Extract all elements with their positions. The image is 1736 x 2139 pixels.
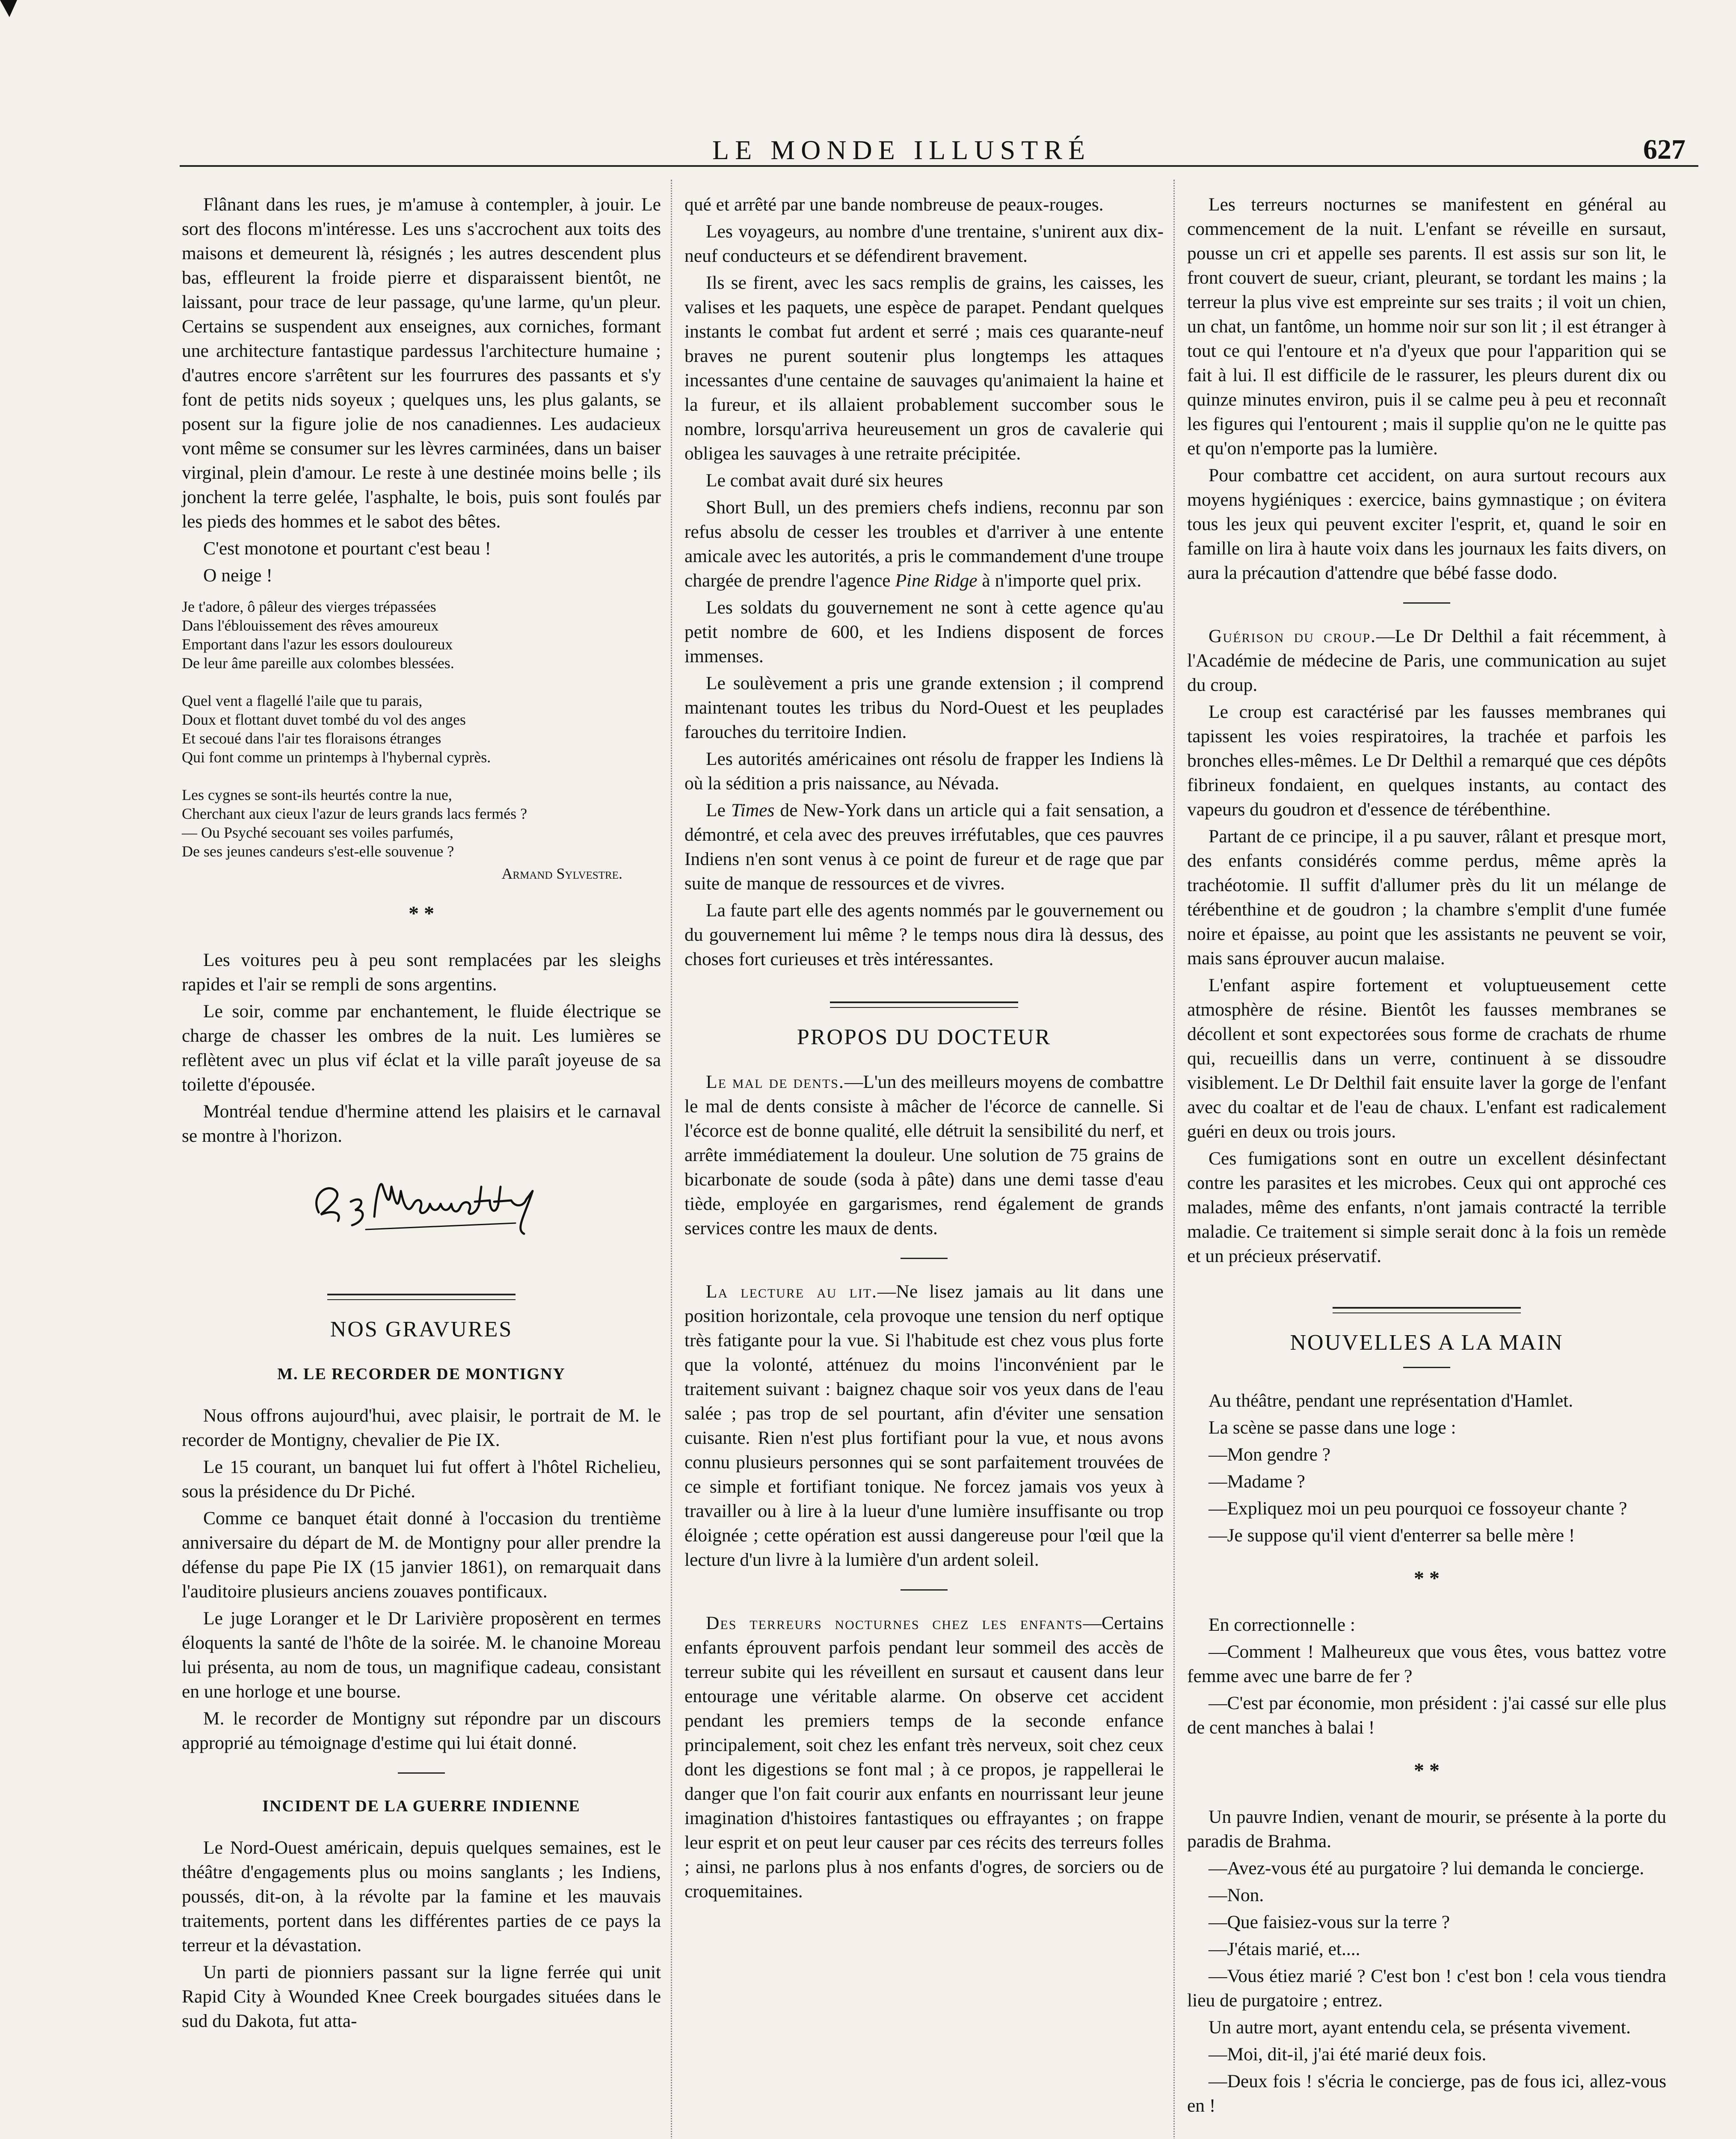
section-rule [1403,602,1450,604]
article-paragraph: Le combat avait duré six heures [706,470,943,491]
section-rule [398,1772,445,1774]
article-paragraph: Pour combattre cet accident, on aura surtout recours aux moyens hygiéniques : exercice, bains gymnastique ; on évitera tous les jeux qui peuvent exciter l'esprit, et, quand le soir en famille on lira à haute voix dans les journaux les faits divers, on aura la précaution d'attendre que bébé fasse dodo. [1187,465,1666,583]
poem-stanza [182,597,661,673]
poem-line: Dans l'éblouissement des rêves amoureux [182,617,439,634]
poem [182,597,661,883]
article-paragraph: L'enfant aspire fortement et voluptueusement cette atmosphère de résine. Bientôt les fausses membranes se décollent et sont expectorées sous forme de crachats de rhume qui, recueillis dans un verre, continuent à se dissoudre visiblement. Le Dr Delthil fait ensuite laver la gorge de l'enfant avec du coaltar et de l'eau de chaux. L'enfant est radicalement guéri en deux ou trois jours. [1187,975,1666,1142]
dialogue-line: —Expliquez moi un peu pourquoi ce fossoyeur chante ? [1209,1498,1627,1519]
dialogue-line: —Je suppose qu'il vient d'enterrer sa belle mère ! [1209,1525,1575,1546]
text-run: —Le Dr Delthil a fait récemment, à l'Académie de médecine de Paris, une communication au sujet du croup. [1187,626,1666,695]
article-paragraph: Les soldats du gouvernement ne sont à cette agence qu'au petit nombre de 600, et les Indiens disposent de forces immenses. [684,597,1164,667]
article-paragraph: Au théâtre, pendant une représentation d'Hamlet. [1209,1390,1573,1411]
section-rule [830,1001,1018,1008]
section-rule [901,1258,948,1259]
text-run: —Ne lisez jamais au lit dans une position horizontale, cela provoque une tension du nerf optique très fatigante pour la vue. Si l'habitude est chez vous plus forte que la volonté, atténuez du moins l'inconvénient par le traitement suivant : baignez chaque soir vos yeux dans de l'eau salée ; pas trop de sel pourtant, afin d'éviter une sensation cuisante. Rien n'est plus fortifiant pour la vue, et nous avons connu plusieurs personnes qui se sont parfaitement trouvées de ce simple et fortifiant tonique. Ne forcez jamais vos yeux à travailler ou à lire à la lueur d'une lumière insuffisante ou trop éloignée ; cette opération est aussi dangereuse pour l'œil que la lecture d'un livre à la lumière d'un ardent soleil. [684,1281,1164,1570]
dialogue-line: —Avez-vous été au purgatoire ? lui demanda le concierge. [1209,1858,1644,1878]
newspaper-title: LE MONDE ILLUSTRÉ [712,135,1091,165]
header-rule [180,165,1698,167]
dialogue-line: —Deux fois ! s'écria le concierge, pas de fous ici, allez-vous en ! [1187,2071,1666,2116]
article-paragraph: Comme ce banquet était donné à l'occasion du trentième anniversaire du départ de M. de Montigny pour aller prendre la défense du pape Pie IX (15 janvier 1861), on remarquait dans l'auditoire plusieurs anciens zouaves pontificaux. [182,1508,661,1602]
dialogue-line: —Mon gendre ? [1209,1444,1331,1465]
poem-stanza [182,785,661,861]
page-number: 627 [1643,134,1686,165]
text-run: Le [706,800,731,821]
signature [182,1161,661,1242]
agency-name: Pine Ridge [895,570,978,591]
article-paragraph: Les autorités américaines ont résolu de frapper les Indiens là où la sédition a pris naissance, au Névada. [684,749,1164,794]
paragraph-label: La lecture au lit. [706,1281,877,1302]
poem-line: Les cygnes se sont-ils heurtés contre la nue, [182,786,452,803]
dialogue-line: —Moi, dit-il, j'ai été marié deux fois. [1209,2044,1487,2065]
signature-image [302,1161,541,1242]
article-paragraph: Ils se firent, avec les sacs remplis de grains, les caisses, les valises et les paquets, une espèce de parapet. Pendant quelques instants le combat fut ardent et serré ; mais ces quarante-neuf braves ne purent soutenir plus longtemps les attaques incessantes d'une centaine de sauvages qu'animaient la haine et la fureur, et ils allaient probablement succomber sous le nombre, lorsqu'arriva heureusement un gros de cavalerie qui obligea les sauvages à une retraite précipitée. [684,273,1164,464]
poem-author: Armand Sylvestre. [501,865,622,882]
article-paragraph: Montréal tendue d'hermine attend les plaisirs et le carnaval se montre à l'horizon. [182,1101,661,1146]
section-rule [901,1589,948,1591]
dialogue-line: —Que faisiez-vous sur la terre ? [1209,1912,1450,1932]
article-paragraph: Les voyageurs, au nombre d'une trentaine, s'unirent aux dix-neuf conducteurs et se défendirent bravement. [684,221,1164,266]
poem-line: Je t'adore, ô pâleur des vierges trépassées [182,598,436,615]
article-paragraph [684,495,1164,593]
article-paragraph: Le juge Loranger et le Dr Larivière proposèrent en termes éloquents la santé de l'hôte de la soirée. M. le chanoine Moreau lui présenta, au nom de tous, un magnifique cadeau, consistant en une horloge et une bourse. [182,1608,661,1702]
article-paragraph: Le 15 courant, un banquet lui fut offert à l'hôtel Richelieu, sous la présidence du Dr Piché. [182,1457,661,1502]
print-mark [0,0,17,17]
article-paragraph: O neige ! [203,565,273,586]
article-paragraph: Les terreurs nocturnes se manifestent en général au commencement de la nuit. L'enfant se réveille en sursaut, pousse un cri et appelle ses parents. Il est assis sur son lit, le front couvert de sueur, criant, pleurant, se tordant les mains ; la terreur la plus vive est empreinte sur ses traits ; il voit un chien, un chat, un fantôme, un homme noir sur son lit ; il est étranger à tout ce qui l'entoure et n'a d'yeux que pour l'apparition qui se fait à lui. Il est difficile de le rassurer, les pleurs durent dix ou quinze minutes environ, puis il se calme peu à peu et reconnaît les figures qui l'entourent ; mais il supplie qu'on ne le quitte pas et qu'on n'emporte pas la lumière. [1187,194,1666,459]
dialogue-line: —Comment ! Malheureux que vous êtes, vous battez votre femme avec une barre de fer ? [1187,1641,1666,1686]
article-paragraph: Le croup est caractérisé par les fausses membranes qui tapissent les voies respiratoires, la trachée et parfois les bronches elles-mêmes. Le Dr Delthil a remarqué que ces dépôts fibrineux fondaient, en quelques instants, au contact des vapeurs du goudron et d'essence de térébenthine. [1187,702,1666,820]
article-paragraph: En correctionnelle : [1209,1615,1356,1635]
article-paragraph: M. le recorder de Montigny sut répondre par un discours approprié au témoignage d'estime qui lui était donné. [182,1708,661,1753]
article-paragraph: Les voitures peu à peu sont remplacées par les sleighs rapides et l'air se rempli de sons argentins. [182,950,661,995]
article-paragraph [684,1611,1164,1904]
poem-line: Et secoué dans l'air tes floraisons étranges [182,730,441,747]
article-paragraph: Un pauvre Indien, venant de mourir, se présente à la porte du paradis de Brahma. [1187,1807,1666,1852]
article-paragraph: Nous offrons aujourd'hui, avec plaisir, le portrait de M. le recorder de Montigny, chevalier de Pie IX. [182,1405,661,1450]
poem-line: Cherchant aux cieux l'azur de leurs grands lacs fermés ? [182,805,527,822]
column-1 [182,193,661,2036]
dialogue-line: —Vous étiez marié ? C'est bon ! c'est bon ! cela vous tiendra lieu de purgatoire ; entrez. [1187,1966,1666,2011]
section-heading: NOUVELLES A LA MAIN [1290,1330,1564,1355]
section-separator-stars: * * [1414,1759,1440,1782]
column-divider [671,180,672,2139]
article-paragraph: Flânant dans les rues, je m'amuse à contempler, à jouir. Le sort des flocons m'intéresse. Les uns s'accrochent aux toits des maisons et demeurent là, résignés ; les autres descendent plus bas, effleurent la froide pierre et disparaissent bientôt, ne laissant, pour trace de leur passage, qu'une larme, qu'un pleur. Certains se suspendent aux enseignes, aux corniches, formant une architecture fantastique pardessus l'architecture humaine ; d'autres encore s'arrêtent sur les fourrures des passants et s'y font de petits nids soyeux ; quelques uns, les plus galants, se posent sur la figure jolie de nos canadiennes. Les audacieux vont même se consumer sur les lèvres carminées, dans un baiser virginal, plein d'amour. Le reste à une destinée moins belle ; ils jonchent la terre gelée, l'asphalte, le bois, puis sont foulés par les pieds des hommes et le sabot des bêtes. [182,194,661,532]
article-paragraph: La scène se passe dans une loge : [1209,1417,1456,1438]
section-separator-stars: * * [409,902,434,925]
dialogue-line: —J'étais marié, et.... [1209,1939,1360,1959]
section-rule [1333,1307,1521,1313]
dialogue-line: —C'est par économie, mon président : j'ai cassé sur elle plus de cent manches à balai ! [1187,1693,1666,1738]
dialogue-line: —Madame ? [1209,1471,1305,1492]
article-paragraph: Un parti de pionniers passant sur la ligne ferrée qui unit Rapid City à Wounded Knee Creek bourgades situées dans le sud du Dakota, fut atta- [182,1962,661,2031]
dialogue-line: —Non. [1209,1885,1264,1905]
column-3 [1187,193,1666,2121]
article-paragraph: Partant de ce principe, il a pu sauver, râlant et presque mort, des enfants considérés comme perdus, même après la trachéotomie. Il suffit d'allumer près du lit un mélange de térébenthine et de goudron ; la chambre s'emplit d'une fumée noire et épaisse, au point que les assistants ne peuvent se voir, mais sans éprouver aucun malaise. [1187,826,1666,969]
section-rule [327,1294,515,1300]
text-run: de New-York dans un article qui a fait sensation, a démontré, et cela avec des preuves irréfutables, que ces pauvres Indiens n'en sont venus à ce point de fureur et de rage que par suite de manque de ressources et de vivres. [684,800,1164,894]
page-header [180,128,1698,167]
article-paragraph: qué et arrêté par une bande nombreuse de peaux-rouges. [684,194,1104,215]
poem-line: — Ou Psyché secouant ses voiles parfumés, [182,824,453,841]
poem-line: De leur âme pareille aux colombes blessées. [182,655,454,672]
text-run: Short Bull, un des premiers chefs indiens, reconnu par son refus absolu de cesser les troubles et d'arriver à une entente amicale avec les autorités, a pris le commandement d'une troupe chargée de prendre l'agence [684,497,1164,591]
article-paragraph [684,798,1164,896]
text-run: à n'importe quel prix. [977,570,1142,591]
section-separator-stars: * * [1414,1567,1440,1590]
column-divider [1173,180,1175,2139]
poem-line: Doux et flottant duvet tombé du vol des anges [182,711,466,728]
newspaper-name: Times [731,800,775,821]
article-paragraph: Le soulèvement a pris une grande extension ; il comprend maintenant toutes les tribus du Nord-Ouest et les peuplades farouches du territoire Indien. [684,673,1164,742]
article-paragraph: Un autre mort, ayant entendu cela, se présenta vivement. [1209,2017,1631,2038]
section-heading: NOS GRAVURES [330,1317,513,1342]
poem-line: Emportant dans l'azur les essors douloureux [182,636,453,653]
article-paragraph [684,1070,1164,1241]
article-paragraph [1187,624,1666,697]
article-paragraph: C'est monotone et pourtant c'est beau ! [203,538,491,559]
poem-line: Quel vent a flagellé l'aile que tu parais, [182,692,423,709]
section-rule [1403,1367,1450,1368]
article-paragraph: Ces fumigations sont en outre un excellent désinfectant contre les parasites et les microbes. Ceux qui ont approché ces malades, même des enfants, n'ont jamais contracté la terrible maladie. Ce traitement si simple serait donc à la fois un remède et un précieux préservatif. [1187,1148,1666,1266]
paragraph-label: Guérison du croup. [1209,626,1377,646]
article-paragraph: Le soir, comme par enchantement, le fluide électrique se charge de chasser les ombres de la nuit. Les lumières se reflètent avec un plus vif éclat et la ville paraît joyeuse de sa toilette d'épousée. [182,1001,661,1095]
article-title: M. LE RECORDER DE MONTIGNY [277,1365,566,1383]
section-heading: PROPOS DU DOCTEUR [797,1025,1052,1049]
poem-line: De ses jeunes candeurs s'est-elle souvenue ? [182,843,454,860]
paragraph-label: Le mal de dents. [706,1072,844,1092]
article-paragraph [684,1280,1164,1572]
poem-stanza [182,691,661,767]
column-2 [684,193,1164,1906]
paragraph-label: Des terreurs nocturnes chez les enfants [706,1613,1083,1633]
poem-line: Qui font comme un printemps à l'hybernal cyprès. [182,749,491,766]
article-paragraph: La faute part elle des agents nommés par le gouvernement ou du gouvernement lui même ? le temps nous dira là dessus, des choses fort curieuses et très intéressantes. [684,900,1164,969]
text-run: —L'un des meilleurs moyens de combattre le mal de dents consiste à mâcher de l'écorce de cannelle. Si l'écorce est de bonne qualité, elle détruit la sensibilité du nerf, et arrête immédiatement la douleur. Une solution de 75 grains de bicarbonate de soude (soda à pâte) dans une demi tasse d'eau tiède, employée en gargarismes, rend également de grands services contre les maux de dents. [684,1072,1164,1238]
article-paragraph: Le Nord-Ouest américain, depuis quelques semaines, est le théâtre d'engagements plus ou moins sanglants ; les Indiens, poussés, dit-on, à la révolte par la famine et les mauvais traitements, portent dans les différentes parties de ce pays la terreur et la dévastation. [182,1837,661,1955]
article-title: INCIDENT DE LA GUERRE INDIENNE [262,1797,581,1815]
text-run: —Certains enfants éprouvent parfois pendant leur sommeil des accès de terreur subite qui les réveillent en sursaut et causent dans leur entourage une véritable alarme. On observe cet accident pendant les premiers temps de la seconde enfance principalement, soit chez les enfant très nerveux, soit chez ceux dont les digestions se font mal ; à ce propos, je rappellerai le danger que l'on fait courir aux enfants en nourrissant leur jeune imagination d'histoires fantastiques ou effrayantes ; on frappe leur esprit et on peut leur causer par ces récits des terreurs folles ; ainsi, ne parlons plus à nos enfants d'ogres, de sorciers ou de croquemitaines. [684,1613,1164,1902]
